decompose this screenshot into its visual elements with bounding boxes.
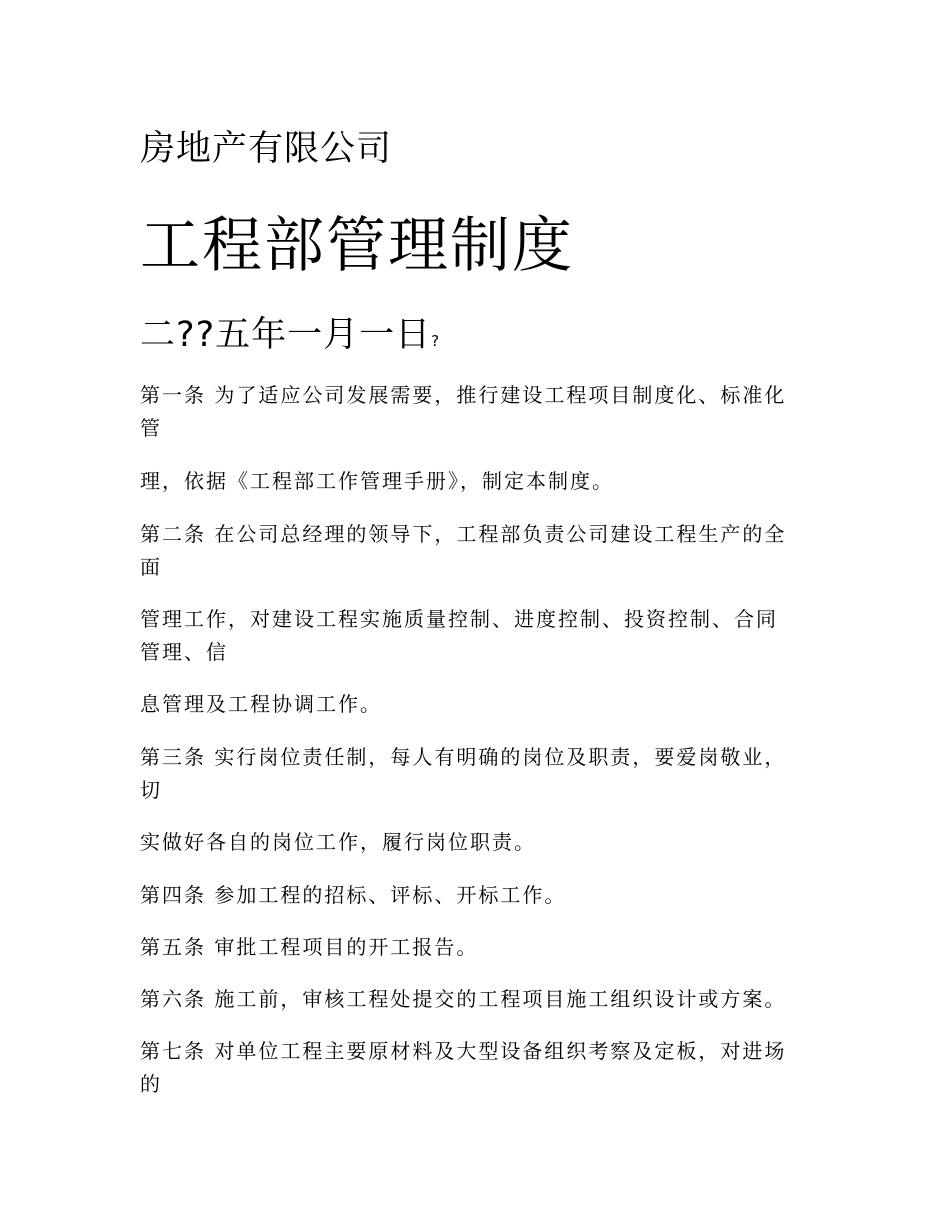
article-7-line-1: 第七条 对单位工程主要原材料及大型设备组织考察及定板，对进场 xyxy=(140,1039,787,1063)
article-1-line-3: 理，依据《工程部工作管理手册》，制定本制度。 xyxy=(140,469,614,493)
article-4-line-1: 第四条 参加工程的招标、评标、开标工作。 xyxy=(140,883,567,907)
date-text: 二??五年一月一日 xyxy=(140,315,432,355)
article-5-line-1: 第五条 审批工程项目的开工报告。 xyxy=(140,935,479,959)
article-3-line-2: 切 xyxy=(140,778,162,802)
article-1-line-1: 第一条 为了适应公司发展需要，推行建设工程项目制度化、标准化 xyxy=(140,383,787,407)
article-2-line-1: 第二条 在公司总经理的领导下，工程部负责公司建设工程生产的全 xyxy=(140,522,787,546)
document-title: 工程部管理制度 xyxy=(140,211,574,281)
article-7-line-2: 的 xyxy=(140,1072,162,1096)
article-1-line-2: 管 xyxy=(140,416,162,440)
date-mark: ? xyxy=(431,332,440,350)
article-3-line-3: 实做好各自的岗位工作，履行岗位职责。 xyxy=(140,830,536,854)
article-3-line-1: 第三条 实行岗位责任制，每人有明确的岗位及职责，要爱岗敬业， xyxy=(140,745,787,769)
article-2-line-2: 面 xyxy=(140,555,162,579)
company-name: 房地产有限公司 xyxy=(140,129,393,169)
article-2-line-5: 息管理及工程协调工作。 xyxy=(140,692,382,716)
article-6-line-1: 第六条 施工前，审核工程处提交的工程项目施工组织设计或方案。 xyxy=(140,987,787,1011)
article-2-line-3: 管理工作，对建设工程实施质量控制、进度控制、投资控制、合同 xyxy=(140,607,778,631)
article-2-line-4: 管理、信 xyxy=(140,640,228,664)
document-date xyxy=(140,312,439,364)
